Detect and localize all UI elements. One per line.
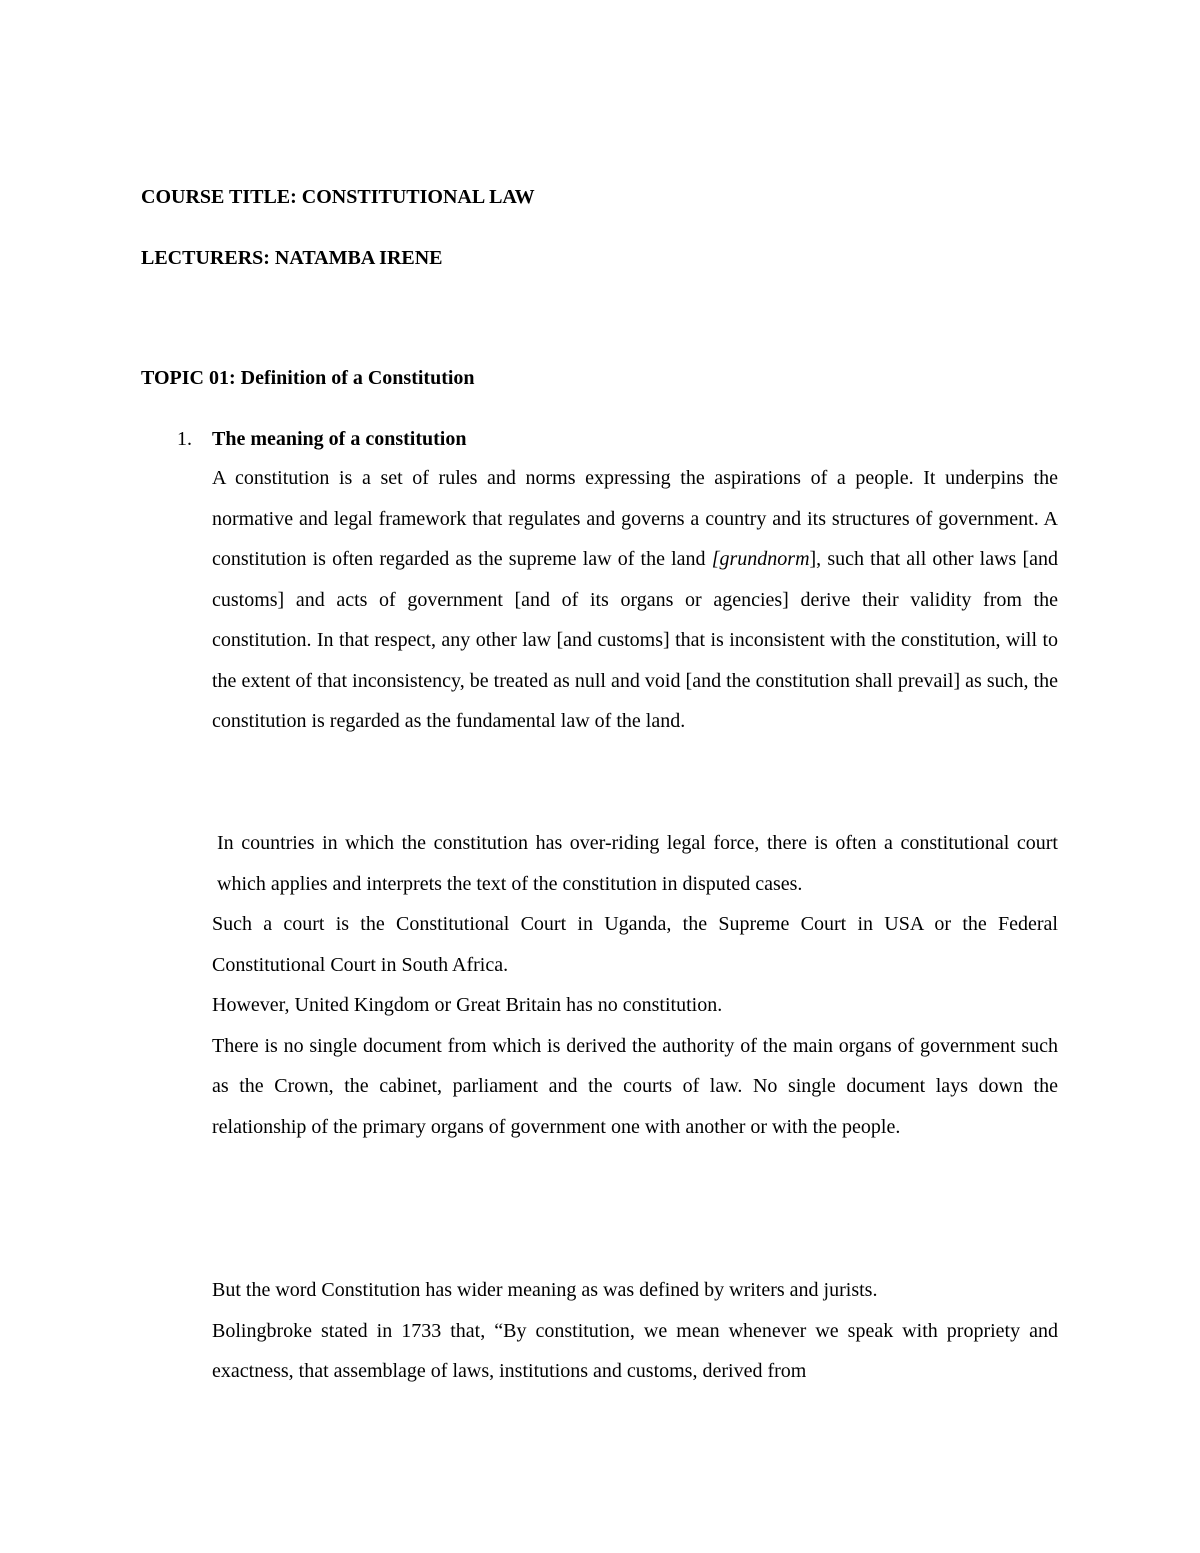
paragraph-constitutional-court: In countries in which the constitution has over-riding legal force, there is often a constitutional court which applies and interprets the text of the constitution in disputed cases. <box>217 832 1058 895</box>
paragraph-meaning-part-2: ], such that all other laws [and customs] and acts of government [and of its organs or agencies] derive their validity from the constitution. In that respect, any other law [and customs] that is inconsistent with the constitution, will to the extent of that inconsistency, be treated as null and void [and the constitution shall prevail] as such, the constitution is regarded as the fundamental law of the land. <box>212 548 1058 732</box>
paragraph-meaning <box>212 458 1058 742</box>
topic-title: : Definition of a Constitution <box>228 367 475 389</box>
paragraph-no-single-document: There is no single document from which is derived the authority of the main organs of government such as the Crown, the cabinet, parliament and the courts of law. No single document lays down the relationship of the primary organs of government one with another or with the people. <box>212 1034 1058 1138</box>
section-title: The meaning of a constitution <box>212 428 467 450</box>
grundnorm-term: [grundnorm <box>711 548 810 570</box>
section-body-block-1 <box>212 458 1058 742</box>
paragraph-court-examples: Such a court is the Constitutional Court in Uganda, the Supreme Court in USA or the Federal Constitutional Court in South Africa. <box>212 913 1058 976</box>
topic-heading <box>141 366 475 390</box>
course-title: COURSE TITLE: CONSTITUTIONAL LAW <box>141 186 535 208</box>
paragraph-meaning-part-1: A constitution is a set of rules and norms expressing the aspirations of a people. It underpins the normative and legal framework that regulates and governs a country and its structures of government. A constitution is often regarded as the supreme law of the land <box>212 467 1058 570</box>
lecturers-line: LECTURERS: NATAMBA IRENE <box>141 247 443 269</box>
section-body-block-3 <box>212 1270 1058 1392</box>
section-number: 1. <box>177 428 192 450</box>
paragraph-bolingbroke: Bolingbroke stated in 1733 that, “By constitution, we mean whenever we speak with propriety and exactness, that assemblage of laws, institutions and customs, derived from <box>212 1319 1058 1382</box>
paragraph-wider-meaning: But the word Constitution has wider meaning as was defined by writers and jurists. <box>212 1279 878 1301</box>
topic-label: TOPIC 01 <box>141 367 229 389</box>
paragraph-uk: However, United Kingdom or Great Britain has no constitution. <box>212 994 723 1016</box>
section-body-block-2 <box>212 823 1058 1147</box>
